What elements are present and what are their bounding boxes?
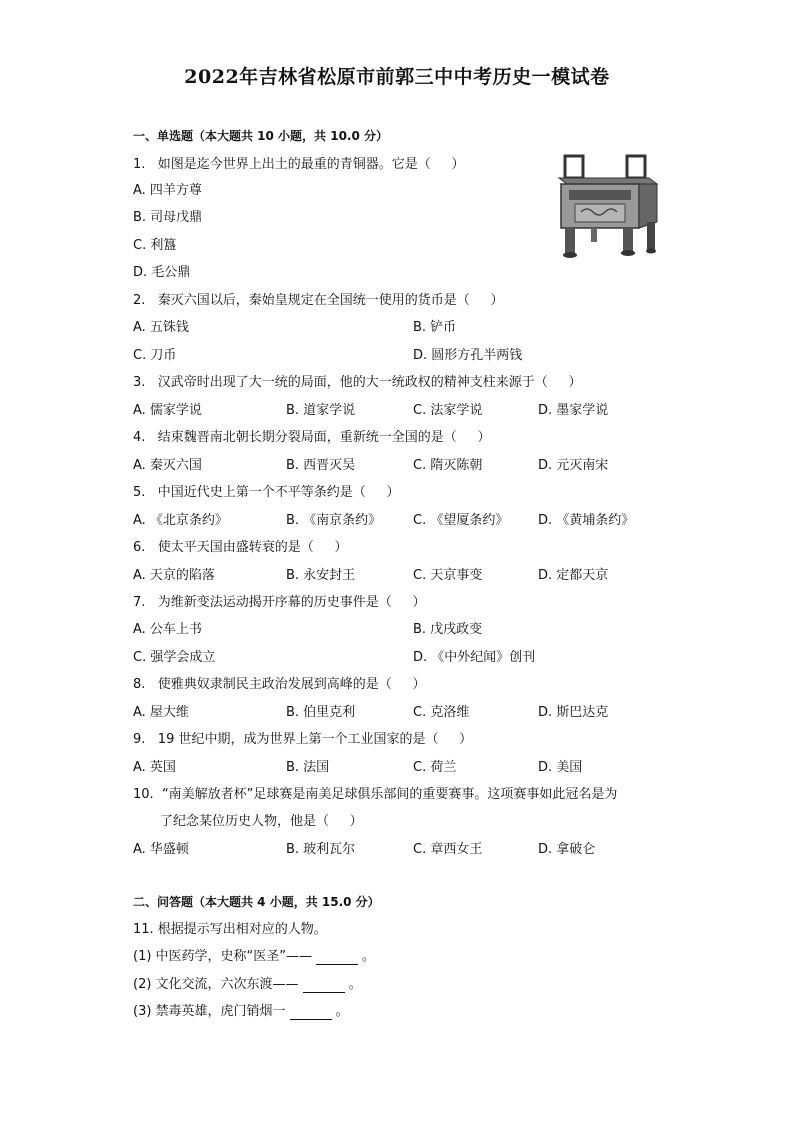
question-11-part-1-text: (1) 中医药学，史称“医圣”——	[133, 949, 313, 964]
question-9-option-b: B. 法国	[286, 760, 330, 775]
question-7-stem: 7. 为维新变法运动揭开序幕的历史事件是（ ）	[133, 595, 426, 610]
question-7-option-b: B. 戊戌政变	[413, 622, 483, 637]
question-11-part-1-end: 。	[362, 949, 376, 964]
question-5-option-a: A. 《北京条约》	[133, 513, 228, 528]
question-8-option-d: D. 斯巴达克	[538, 705, 609, 720]
question-8-option-a: A. 屋大维	[133, 705, 189, 720]
question-3-stem: 3. 汉武帝时出现了大一统的局面，他的大一统政权的精神支柱来源于（ ）	[133, 375, 582, 390]
question-4-option-b: B. 西晋灭吴	[286, 458, 356, 473]
question-3-option-d: D. 墨家学说	[538, 403, 609, 418]
question-11-part-3	[133, 1004, 349, 1020]
question-11-part-2-text: (2) 文化交流，六次东渡——	[133, 977, 299, 992]
question-1-option-b: B. 司母戊鼎	[133, 210, 203, 225]
question-3-option-a: A. 儒家学说	[133, 403, 202, 418]
answer-blank-1[interactable]	[316, 952, 358, 965]
question-4-stem: 4. 结束魏晋南北朝长期分裂局面，重新统一全国的是（ ）	[133, 430, 491, 445]
question-10-option-c: C. 章西女王	[413, 842, 483, 857]
question-8-option-c: C. 克洛维	[413, 705, 470, 720]
question-2-option-a: A. 五铢钱	[133, 320, 189, 335]
question-11-part-3-end: 。	[335, 1004, 349, 1019]
question-1-option-c: C. 利簋	[133, 238, 177, 253]
section-1-heading: 一、单选题（本大题共 10 小题，共 10.0 分）	[133, 129, 389, 143]
question-7-option-c: C. 强学会成立	[133, 650, 216, 665]
question-3-option-b: B. 道家学说	[286, 403, 356, 418]
question-11-part-2-end: 。	[348, 977, 362, 992]
question-2-option-c: C. 刀币	[133, 348, 177, 363]
question-1-stem: 1. 如图是迄今世界上出土的最重的青铜器。它是（ ）	[133, 157, 465, 172]
question-6-option-a: A. 天京的陷落	[133, 568, 215, 583]
question-1-option-d: D. 毛公鼎	[133, 265, 191, 280]
answer-blank-2[interactable]	[303, 980, 345, 993]
question-9-option-a: A. 英国	[133, 760, 176, 775]
question-9-option-d: D. 美国	[538, 760, 583, 775]
question-2-option-b: B. 铲币	[413, 320, 457, 335]
question-6-stem: 6. 使太平天国由盛转衰的是（ ）	[133, 540, 348, 555]
question-4-option-d: D. 元灭南宋	[538, 458, 609, 473]
question-10-option-b: B. 玻利瓦尔	[286, 842, 356, 857]
question-10-stem: 10. “南美解放者杯”足球赛是南美足球俱乐部间的重要赛事。这项赛事如此冠名是为	[133, 787, 618, 802]
question-7-option-d: D. 《中外纪闻》创刊	[413, 650, 536, 665]
question-3-option-c: C. 法家学说	[413, 403, 483, 418]
question-11-stem: 11. 根据提示写出相对应的人物。	[133, 922, 327, 937]
question-9-option-c: C. 荷兰	[413, 760, 457, 775]
question-2-stem: 2. 秦灭六国以后，秦始皇规定在全国统一使用的货币是（ ）	[133, 293, 504, 308]
question-10-stem-continued: 了纪念某位历史人物，他是（ ）	[160, 814, 363, 829]
question-6-option-d: D. 定都天京	[538, 568, 609, 583]
question-5-option-b: B. 《南京条约》	[286, 513, 382, 528]
question-5-stem: 5. 中国近代史上第一个不平等条约是（ ）	[133, 485, 400, 500]
question-11-part-3-text: (3) 禁毒英雄，虎门销烟一	[133, 1004, 286, 1019]
question-5-option-d: D. 《黄埔条约》	[538, 513, 635, 528]
question-10-option-d: D. 拿破仑	[538, 842, 596, 857]
question-11-part-2	[133, 977, 362, 993]
question-11-part-1	[133, 949, 375, 965]
exam-title: 2022年吉林省松原市前郭三中中考历史一模试卷	[184, 66, 610, 88]
question-5-option-c: C. 《望厦条约》	[413, 513, 509, 528]
question-6-option-b: B. 永安封王	[286, 568, 356, 583]
question-8-stem: 8. 使雅典奴隶制民主政治发展到高峰的是（ ）	[133, 677, 426, 692]
question-1-option-a: A. 四羊方尊	[133, 183, 202, 198]
section-2-heading: 二、问答题（本大题共 4 小题，共 15.0 分）	[133, 895, 380, 909]
question-2-option-d: D. 圆形方孔半两钱	[413, 348, 523, 363]
bronze-ding-figure	[553, 152, 665, 264]
question-6-option-c: C. 天京事变	[413, 568, 483, 583]
question-7-option-a: A. 公车上书	[133, 622, 202, 637]
question-4-option-a: A. 秦灭六国	[133, 458, 202, 473]
question-8-option-b: B. 伯里克利	[286, 705, 356, 720]
question-9-stem: 9. 19 世纪中期，成为世界上第一个工业国家的是（ ）	[133, 732, 473, 747]
answer-blank-3[interactable]	[290, 1007, 332, 1020]
question-10-option-a: A. 华盛顿	[133, 842, 189, 857]
question-4-option-c: C. 隋灭陈朝	[413, 458, 483, 473]
